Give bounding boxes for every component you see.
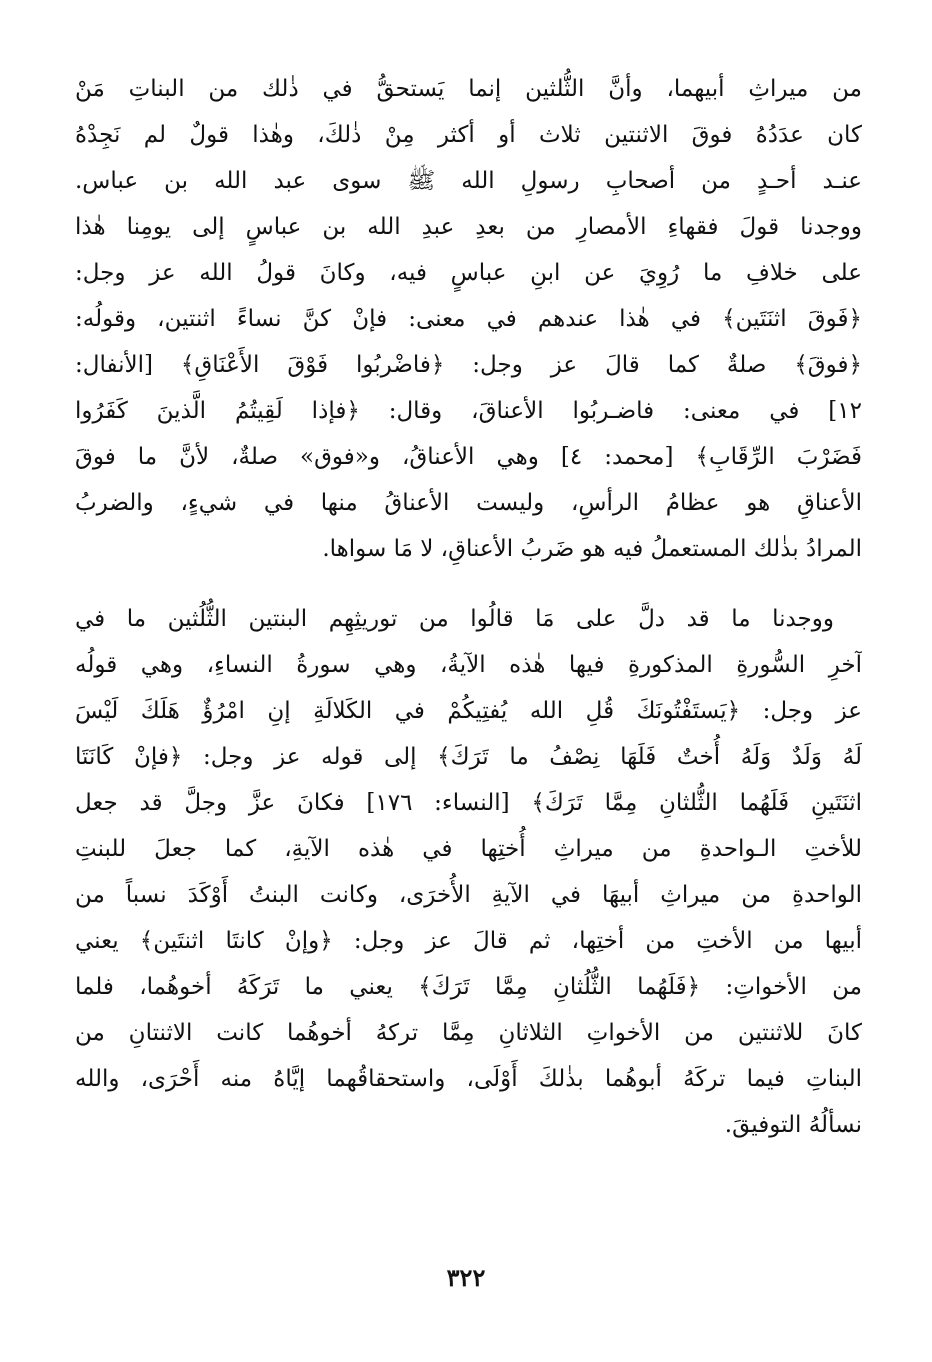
paragraph-2 (75, 596, 862, 1148)
text-line: ﴿فوقَ﴾ صلةٌ كما قالَ عز وجل: ﴿فاضْربُوا فَوْقَ الأَعْنَاقِ﴾ [الأنفال: (75, 352, 862, 378)
text-line: أبيها من الأختِ من أختِها، ثم قالَ عز وجل: ﴿وإنْ كانتَا اثنتَين﴾ يعني (75, 928, 862, 954)
text-line: المرادُ بذٰلك المستعملُ فيه هو ضَربُ الأعناقِ، لا مَا سواها. (322, 536, 862, 562)
body-text (75, 66, 862, 1148)
text-line: من ميراثِ أبيهما، وأنَّ الثُّلثين إنما يَستحقُّ في ذٰلك من البناتِ مَنْ (75, 76, 862, 102)
paragraph-1 (75, 66, 862, 572)
text-line: عنـد أحـدٍ من أصحابِ رسولِ الله ﷺ سوى عبد الله بن عباس. (75, 168, 862, 194)
paragraph-gap (75, 572, 862, 596)
text-line: آخرِ السُّورةِ المذكورةِ فيها هٰذه الآيةُ، وهي سورةُ النساءِ، وهي قولُه (75, 652, 862, 678)
text-line: الأعناقِ هو عظامُ الرأسِ، وليست الأعناقُ منها في شيءٍ، والضربُ (75, 490, 862, 516)
text-line: كانَ للاثنتين من الأخواتِ الثلاثانِ مِمَّا تركهُ أخوهُما كانت الاثنتانِ من (75, 1020, 862, 1046)
text-line: للأختِ الـواحدةِ من ميراثِ أُختِها في هٰذه الآيةِ، كما جعلَ للبنتِ (75, 836, 862, 862)
text-line: عز وجل: ﴿يَستَفْتُونَكَ قُلِ الله يُفتِيكُمْ في الكَلالَةِ إنِ امْرُؤٌ هَلَكَ لَيْسَ (75, 698, 862, 724)
text-line: ١٢] في معنى: فاضـربُوا الأعناقَ، وقال: ﴿فإذا لَقِيتُمُ الَّذينَ كَفَرُوا (75, 398, 862, 424)
text-line: فَضَرْبَ الرِّقَابِ﴾ [محمد: ٤] وهي الأعناقُ، و«فوق» صلةٌ، لأنَّ ما فوقَ (75, 444, 862, 470)
text-line: من الأخواتِ: ﴿فَلَهُما الثُّلُثانِ مِمَّا تَرَكَ﴾ يعني ما تَرَكَهُ أخوهُما، فلما (75, 974, 862, 1000)
page-number: ٣٢٢ (446, 1263, 486, 1292)
text-line: اثنَتَينِ فَلَهُما الثُّلثانِ مِمَّا تَرَكَ﴾ [النساء: ١٧٦] فكانَ عزَّ وجلَّ قد جعل (75, 790, 862, 816)
text-line: على خلافِ ما رُوِيَ عن ابنِ عباسٍ فيه، وكانَ قولُ الله عز وجل: (75, 260, 862, 286)
text-line: كان عدَدُهُ فوقَ الاثنتين ثلاث أو أكثر مِنْ ذٰلكَ، وهٰذا قولٌ لم نَجِدْهُ (75, 122, 862, 148)
text-line: ووجدنا ما قد دلَّ على مَا قالُوا من توريثِهِم البنتين الثُّلُثين ما في (75, 606, 834, 632)
text-line: البناتِ فيما تركَهُ أبوهُما بذٰلكَ أَوْلَى، واستحقاقُهما إيَّاهُ منه أَحْرَى، والله (75, 1066, 862, 1092)
text-line: لَهُ وَلَدٌ وَلَهُ أُختٌ فَلَهَا نِصْفُ ما تَرَكَ﴾ إلى قوله عز وجل: ﴿فإنْ كَانَتَا (75, 744, 862, 770)
text-line: نسألُهُ التوفيقَ. (724, 1112, 862, 1138)
text-line: ووجدنا قولَ فقهاءِ الأمصارِ من بعدِ عبدِ الله بن عباسٍ إلى يومِنا هٰذا (75, 214, 862, 240)
text-line: ﴿فَوقَ اثنَتَين﴾ في هٰذا عندهم في معنى: فإنْ كنَّ نساءً اثنتين، وقولُه: (75, 306, 862, 332)
text-line: الواحدةِ من ميراثِ أبيهَا في الآيةِ الأُخرَى، وكانت البنتُ أَوْكَدَ نسباً من (75, 882, 862, 908)
